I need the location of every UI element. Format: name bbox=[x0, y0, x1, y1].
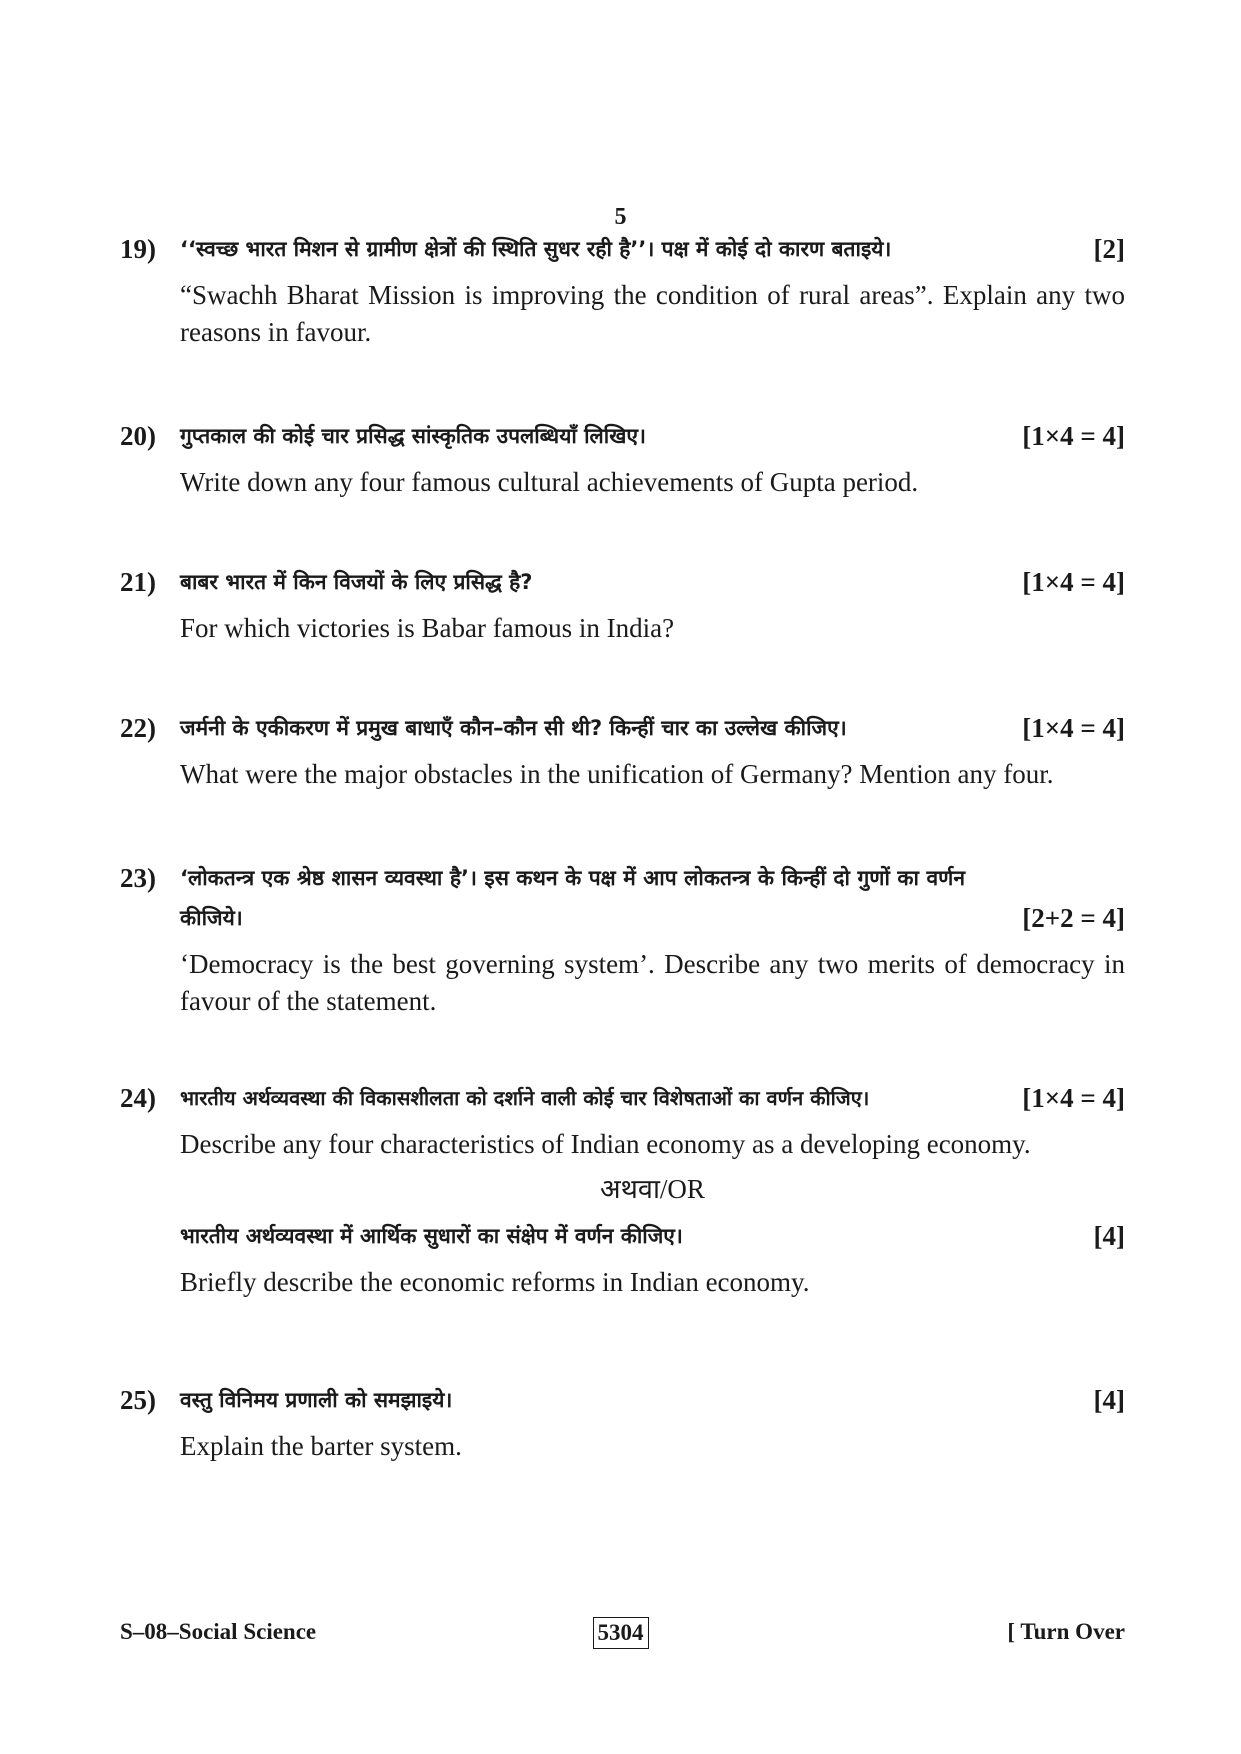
question-24 bbox=[120, 1078, 1125, 1301]
question-number: 23) bbox=[120, 863, 156, 893]
footer-turn-over: [ Turn Over bbox=[1007, 1619, 1125, 1644]
question-hindi: वस्तु विनिमय प्रणाली को समझाइये। bbox=[180, 1388, 453, 1412]
question-marks: [2+2 = 4] bbox=[1022, 903, 1125, 933]
alternate-question-hindi bbox=[180, 1216, 1125, 1256]
question-marks: [4] bbox=[1093, 1385, 1125, 1415]
question-english: “Swachh Bharat Mission is improving the condition of rural areas”. Explain any two reasons in favour. bbox=[180, 280, 1125, 347]
question-number: 20) bbox=[120, 421, 156, 451]
question-hindi: बाबर भारत में किन विजयों के लिए प्रसिद्ध है? bbox=[180, 570, 533, 594]
question-english: For which victories is Babar famous in India? bbox=[180, 613, 675, 643]
question-english: What were the major obstacles in the unification of Germany? Mention any four. bbox=[180, 759, 1054, 789]
question-number: 19) bbox=[120, 234, 156, 264]
footer-subject: S–08–Social Science bbox=[120, 1619, 317, 1644]
question-english: Describe any four characteristics of Indian economy as a developing economy. bbox=[180, 1129, 1031, 1159]
question-english: Explain the barter system. bbox=[180, 1431, 462, 1461]
question-19 bbox=[120, 229, 1125, 351]
question-23 bbox=[120, 858, 1125, 1020]
question-marks: [1×4 = 4] bbox=[1022, 567, 1125, 597]
or-separator: अथवा/OR bbox=[600, 1174, 705, 1204]
question-marks: [1×4 = 4] bbox=[1022, 421, 1125, 451]
question-22 bbox=[120, 708, 1125, 793]
alternate-hindi-text: भारतीय अर्थव्यवस्था में आर्थिक सुधारों का संक्षेप में वर्णन कीजिए। bbox=[180, 1224, 683, 1248]
question-number: 22) bbox=[120, 713, 156, 743]
question-hindi: ‘लोकतन्त्र एक श्रेष्ठ शासन व्यवस्था है’। इस कथन के पक्ष में आप लोकतन्त्र के किन्हीं दो गुणों का वर्णन कीजिये। bbox=[180, 866, 965, 930]
question-english: ‘Democracy is the best governing system’. Describe any two merits of democracy in favour of the statement. bbox=[180, 949, 1125, 1016]
question-number: 24) bbox=[120, 1083, 156, 1113]
question-english: Write down any four famous cultural achievements of Gupta period. bbox=[180, 467, 919, 497]
question-number: 21) bbox=[120, 567, 156, 597]
question-number: 25) bbox=[120, 1385, 156, 1415]
page-number: 5 bbox=[614, 204, 627, 230]
question-hindi: भारतीय अर्थव्यवस्था की विकासशीलता को दर्शाने वाली कोई चार विशेषताओं का वर्णन कीजिए। bbox=[180, 1086, 870, 1110]
question-20 bbox=[120, 416, 1125, 501]
question-21 bbox=[120, 562, 1125, 647]
question-hindi: गुप्तकाल की कोई चार प्रसिद्ध सांस्कृतिक उपलब्धियाँ लिखिए। bbox=[180, 424, 646, 448]
question-hindi: ‘‘स्वच्छ भारत मिशन से ग्रामीण क्षेत्रों की स्थिति सुधर रही है’’। पक्ष में कोई दो कारण बताइये। bbox=[180, 237, 892, 261]
question-marks: [1×4 = 4] bbox=[1022, 713, 1125, 743]
alternate-question-marks: [4] bbox=[1093, 1221, 1125, 1251]
alternate-question-english: Briefly describe the economic reforms in Indian economy. bbox=[180, 1267, 810, 1297]
question-hindi-block bbox=[120, 858, 1125, 938]
question-25 bbox=[120, 1380, 1125, 1465]
question-marks: [1×4 = 4] bbox=[1022, 1083, 1125, 1113]
question-hindi: जर्मनी के एकीकरण में प्रमुख बाधाएँ कौन–कौन सी थी? किन्हीं चार का उल्लेख कीजिए। bbox=[180, 716, 847, 740]
question-marks: [2] bbox=[1093, 234, 1125, 264]
paper-code-box: 5304 bbox=[593, 1617, 649, 1649]
